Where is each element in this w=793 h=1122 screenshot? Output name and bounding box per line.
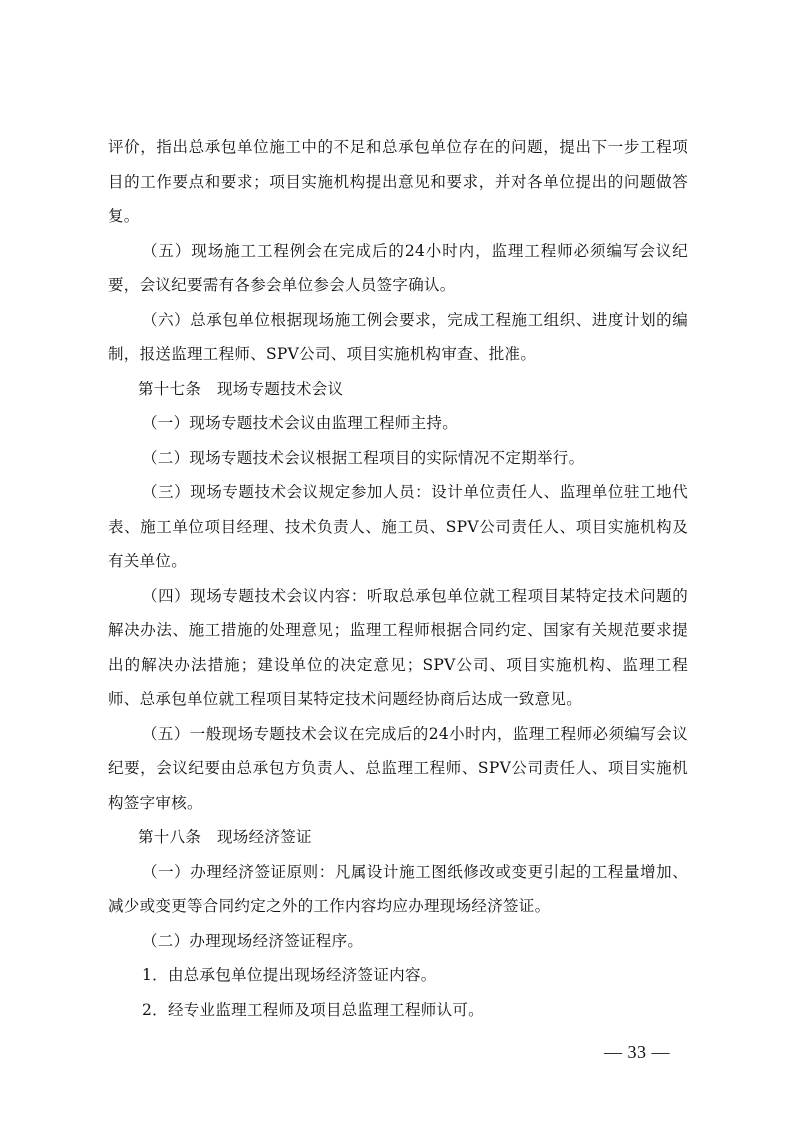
paragraph-step-1: 1．由总承包单位提出现场经济签证内容。 — [142, 966, 437, 984]
paragraph-item-6-construction-organization: （六）总承包单位根据现场施工例会要求，完成工程施工组织、进度计划的编制，报送监理工程师、SPV公司、项目实施机构审查、批准。 — [108, 310, 688, 363]
paragraph-article-17-item-1: （一）现场专题技术会议由监理工程师主持。 — [142, 414, 459, 432]
paragraph-article-17-item-4: （四）现场专题技术会议内容：听取总承包单位就工程项目某特定技术问题的解决办法、施工措施的处理意见；监理工程师根据合同约定、国家有关规范要求提出的解决办法措施；建设单位的决定意见；SPV公司、项目实施机构、监理工程师、总承包单位就工程项目某特定技术问题经协商后达成一致意见。 — [108, 586, 688, 708]
paragraph-item-5-meeting-minutes: （五）现场施工工程例会在完成后的24小时内，监理工程师必须编写会议纪要，会议纪要需有各参会单位参会人员签字确认。 — [108, 241, 688, 294]
body-text — [108, 130, 688, 1027]
paragraph-article-18-item-1: （一）办理经济签证原则：凡属设计施工图纸修改或变更引起的工程量增加、减少或变更等合同约定之外的工作内容均应办理现场经济签证。 — [108, 862, 688, 915]
paragraph-article-17-item-3: （三）现场专题技术会议规定参加人员：设计单位责任人、监理单位驻工地代表、施工单位项目经理、技术负责人、施工员、SPV公司责任人、项目实施机构及有关单位。 — [108, 483, 688, 570]
paragraph-step-2: 2．经专业监理工程师及项目总监理工程师认可。 — [142, 1000, 484, 1019]
paragraph-article-18-item-2: （二）办理现场经济签证程序。 — [142, 931, 364, 950]
paragraph-article-17-item-5: （五）一般现场专题技术会议在完成后的24小时内，监理工程师必须编写会议纪要，会议纪要由总承包方负责人、总监理工程师、SPV公司责任人、项目实施机构签字审核。 — [108, 724, 688, 812]
paragraph-article-17-item-2: （二）现场专题技术会议根据工程项目的实际情况不定期举行。 — [142, 448, 585, 467]
article-17-heading: 第十七条 现场专题技术会议 — [138, 379, 344, 398]
paragraph-continuation: 评价，指出总承包单位施工中的不足和总承包单位存在的问题，提出下一步工程项目的工作要点和要求；项目实施机构提出意见和要求，并对各单位提出的问题做答复。 — [108, 138, 688, 225]
article-18-heading: 第十八条 现场经济签证 — [138, 828, 312, 846]
page-number: — 33 — — [604, 1042, 670, 1062]
